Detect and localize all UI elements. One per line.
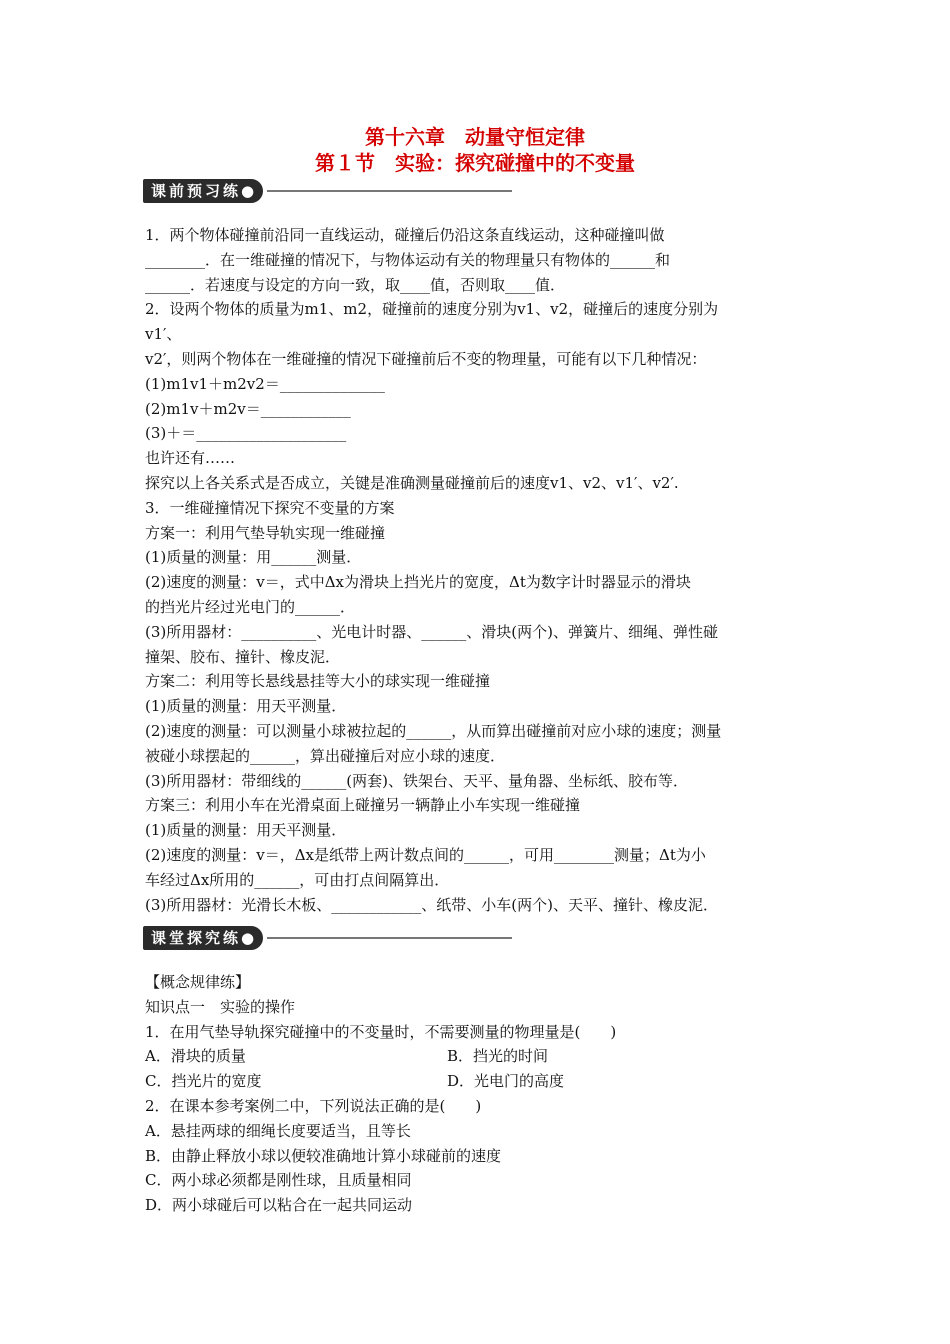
text-line: (1)m1v1＋m2v2＝______________ — [145, 374, 385, 393]
option-c: C．挡光片的宽度 — [145, 1072, 262, 1091]
section-heading: 【概念规律练】 — [145, 973, 251, 991]
text-line: (1)质量的测量：用天平测量． — [145, 697, 347, 716]
text-line: (2)速度的测量：v＝，式中Δx为滑块上挡光片的宽度，Δt为数字计时器显示的滑块 — [145, 573, 691, 592]
text-line: 方案三：利用小车在光滑桌面上碰撞另一辆静止小车实现一维碰撞 — [145, 796, 581, 815]
text-line: (1)质量的测量：用______测量． — [145, 548, 362, 567]
text-line: v1′、 — [145, 325, 182, 344]
text-line: (3)＋＝____________________ — [145, 424, 347, 443]
text-line: 3．一维碰撞情况下探究不变量的方案 — [145, 498, 395, 517]
text-line: 方案二：利用等长悬线悬挂等大小的球实现一维碰撞 — [145, 672, 491, 691]
preview-exercises — [145, 223, 815, 917]
text-line: 的挡光片经过光电门的______． — [145, 597, 356, 616]
option-a: A．悬挂两球的细绳长度要适当，且等长 — [145, 1121, 411, 1140]
question-1-options-row-2 — [145, 1069, 815, 1094]
text-line: 撞架、胶布、撞针、橡皮泥． — [145, 647, 341, 666]
option-a: A．滑块的质量 — [145, 1047, 246, 1066]
text-line: (3)所用器材：带细线的______(两套)、铁架台、天平、量角器、坐标纸、胶布等． — [145, 771, 688, 790]
text-line: 1．两个物体碰撞前沿同一直线运动，碰撞后仍沿这条直线运动，这种碰撞叫做 — [145, 226, 665, 244]
chapter-title: 第十六章 动量守恒定律 — [365, 125, 585, 149]
text-line: ________．在一维碰撞的情况下，与物体运动有关的物理量只有物体的______和 — [145, 250, 671, 269]
banner-divider — [267, 190, 512, 192]
option-b: B．挡光的时间 — [447, 1047, 549, 1066]
text-line: 2．设两个物体的质量为m1、m2，碰撞前的速度分别为v1、v2，碰撞后的速度分别为 — [145, 300, 719, 319]
text-line: 探究以上各关系式是否成立，关键是准确测量碰撞前后的速度v1、v2、v1′、v2′. — [145, 473, 679, 492]
text-line: 也许还有…… — [145, 449, 236, 468]
classroom-banner — [143, 926, 512, 950]
text-line: (3)所用器材：光滑长木板、____________、纸带、小车(两个)、天平、撞针、橡皮泥． — [145, 895, 718, 914]
text-line: (2)速度的测量：可以测量小球被拉起的______，从而算出碰撞前对应小球的速度；测量 — [145, 721, 722, 740]
classroom-exercises — [145, 970, 815, 1218]
text-line: ______．若速度与设定的方向一致，取____值，否则取____值． — [145, 275, 566, 294]
question-2-stem: 2．在课本参考案例二中，下列说法正确的是( ) — [145, 1096, 482, 1115]
text-line: v2′，则两个物体在一维碰撞的情况下碰撞前后不变的物理量，可能有以下几种情况： — [145, 349, 707, 368]
text-line: (2)m1v＋m2v＝____________ — [145, 399, 351, 418]
preview-banner-label: 课前预习练● — [143, 179, 263, 203]
text-line: 车经过Δx所用的______，可由打点间隔算出． — [145, 870, 450, 889]
text-line: 被碰小球摆起的______，算出碰撞后对应小球的速度． — [145, 746, 506, 765]
question-1-stem: 1．在用气垫导轨探究碰撞中的不变量时，不需要测量的物理量是( ) — [145, 1022, 617, 1041]
option-d: D．光电门的高度 — [447, 1072, 565, 1091]
option-c: C．两小球必须都是刚性球，且质量相同 — [145, 1171, 412, 1190]
knowledge-point: 知识点一 实验的操作 — [145, 997, 296, 1016]
text-line: (3)所用器材：__________、光电计时器、______、滑块(两个)、弹簧片、细绳、弹性碰 — [145, 622, 718, 641]
section-title: 第１节 实验：探究碰撞中的不变量 — [315, 151, 635, 175]
text-line: (1)质量的测量：用天平测量． — [145, 821, 347, 840]
text-line: (2)速度的测量：v＝，Δx是纸带上两计数点间的______，可用________测量；Δt为小 — [145, 845, 706, 864]
text-line: 方案一：利用气垫导轨实现一维碰撞 — [145, 523, 386, 542]
classroom-banner-label: 课堂探究练● — [143, 926, 263, 950]
preview-banner — [143, 179, 512, 203]
banner-divider — [267, 937, 512, 939]
option-b: B．由静止释放小球以便较准确地计算小球碰前的速度 — [145, 1146, 502, 1165]
question-1-options-row-1 — [145, 1044, 815, 1069]
option-d: D．两小球碰后可以粘合在一起共同运动 — [145, 1196, 413, 1215]
